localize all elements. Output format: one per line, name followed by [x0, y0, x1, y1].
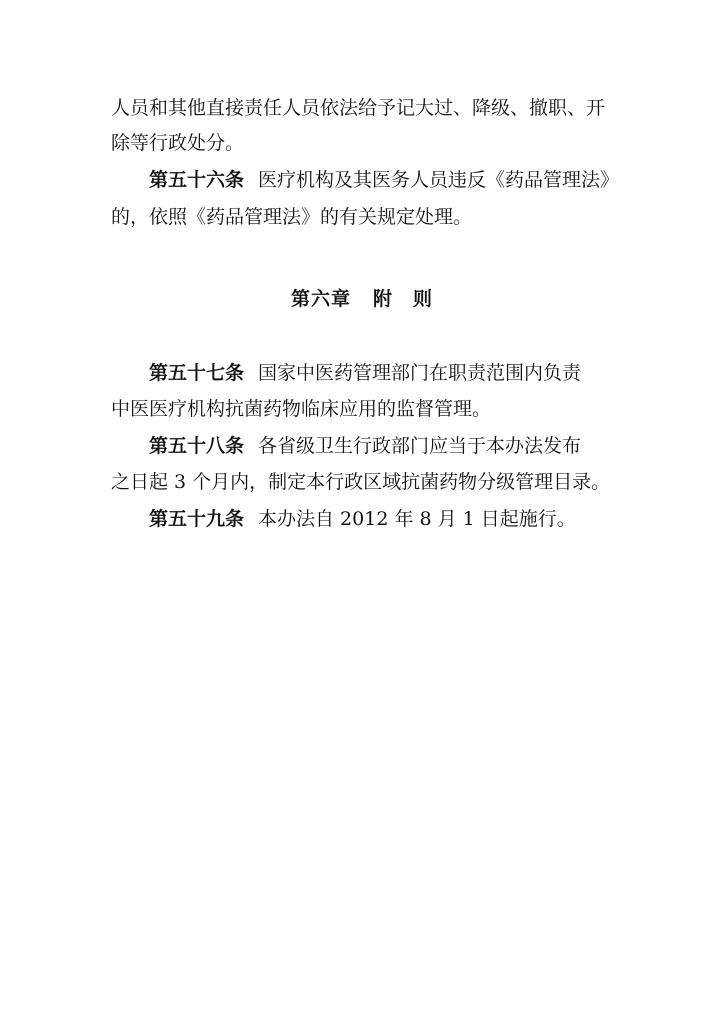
- article-56: [0, 167, 724, 193]
- article-label: 第五十六条: [149, 169, 245, 191]
- chapter-number: 第六章: [290, 288, 351, 310]
- body-text: 本办法自 2012 年 8 月 1 日起施行。: [258, 508, 576, 530]
- body-text: 中医医疗机构抗菌药物临床应用的监督管理。: [111, 398, 492, 420]
- paragraph-line: [0, 95, 724, 121]
- body-text: 除等行政处分。: [111, 132, 245, 154]
- article-label: 第五十八条: [149, 435, 245, 457]
- paragraph-line: [0, 204, 724, 230]
- paragraph-line: [0, 130, 724, 156]
- article-label: 第五十九条: [149, 508, 245, 530]
- chapter-heading: [0, 286, 724, 312]
- body-text: 人员和其他直接责任人员依法给予记大过、降级、撤职、开: [111, 97, 606, 119]
- body-text: 之日起 3 个月内，制定本行政区域抗菌药物分级管理目录。: [111, 471, 611, 493]
- body-text: 国家中医药管理部门在职责范围内负责: [258, 362, 582, 384]
- chapter-name: 附 则: [373, 288, 434, 310]
- body-text: 的，依照《药品管理法》的有关规定处理。: [111, 206, 473, 228]
- paragraph-line: [0, 469, 724, 495]
- paragraph-line: [0, 396, 724, 422]
- article-58: [0, 433, 724, 459]
- article-label: 第五十七条: [149, 362, 245, 384]
- article-57: [0, 360, 724, 386]
- body-text: 医疗机构及其医务人员违反《药品管理法》: [258, 169, 620, 191]
- article-59: [0, 506, 724, 532]
- body-text: 各省级卫生行政部门应当于本办法发布: [258, 435, 582, 457]
